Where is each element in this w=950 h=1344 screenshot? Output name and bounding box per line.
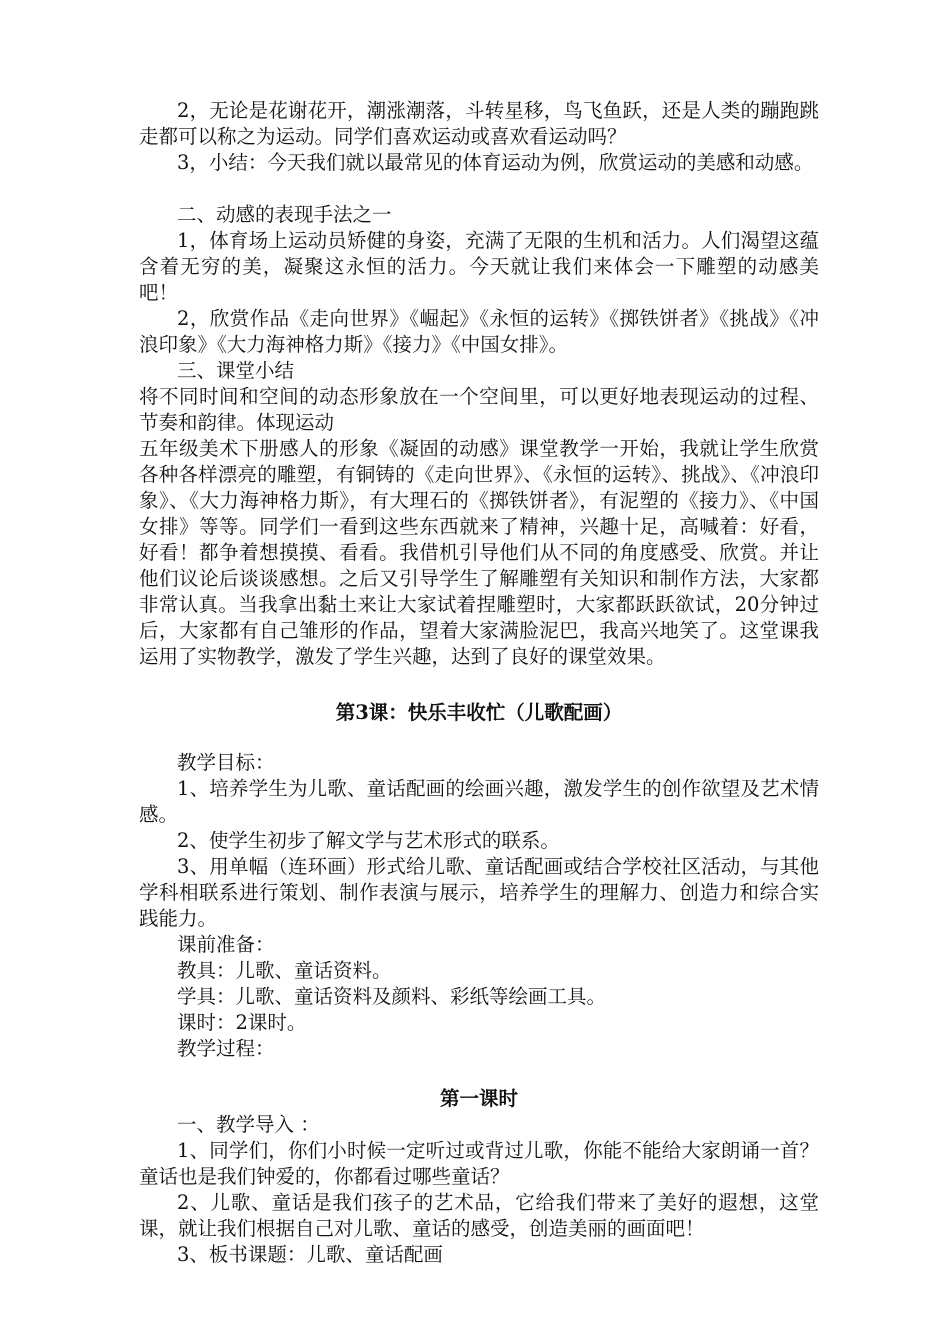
paragraph: 3，小结：今天我们就以最常见的体育运动为例，欣赏运动的美感和动感。: [177, 151, 814, 174]
paragraph: 2、儿歌、童话是我们孩子的艺术品，它给我们带来了美好的遐想，这堂课，就让我们根据自己对儿歌、童话的感受，创造美丽的画面吧！: [139, 1191, 819, 1240]
paragraph: 1、培养学生为儿歌、童话配画的绘画兴趣，激发学生的创作欲望及艺术情感。: [139, 777, 819, 826]
paragraph: 1、同学们，你们小时候一定听过或背过儿歌，你能不能给大家朗诵一首？童话也是我们钟爱的，你都看过哪些童话？: [139, 1139, 819, 1188]
paragraph: 教学目标：: [177, 751, 275, 774]
paragraph: 教具：儿歌、童话资料。: [177, 959, 392, 982]
section-heading: 三、课堂小结: [177, 359, 295, 382]
section-heading: 二、动感的表现手法之一: [177, 203, 392, 226]
paragraph: 课前准备：: [177, 933, 275, 956]
section-heading: 一、教学导入 ：: [177, 1113, 320, 1136]
paragraph: 3、板书课题：儿歌、童话配画: [177, 1243, 443, 1266]
lesson-subtitle: 第一课时: [439, 1087, 518, 1110]
paragraph: 将不同时间和空间的动态形象放在一个空间里，可以更好地表现运动的过程、节奏和韵律。体现运动: [139, 385, 819, 434]
paragraph: 2，无论是花谢花开，潮涨潮落，斗转星移，鸟飞鱼跃，还是人类的蹦跑跳走都可以称之为运动。同学们喜欢运动或喜欢看运动吗？: [139, 99, 819, 148]
paragraph: 1，体育场上运动员矫健的身姿，充满了无限的生机和活力。人们渴望这蕴含着无穷的美，凝聚这永恒的活力。今天就让我们来体会一下雕塑的动感美吧！: [139, 229, 819, 304]
lesson-title: 第3课：快乐丰收忙（儿歌配画）: [335, 701, 623, 724]
paragraph: 五年级美术下册感人的形象《凝固的动感》课堂教学一开始，我就让学生欣赏各种各样漂亮的雕塑，有铜铸的《走向世界》、《永恒的运转》、挑战》、《冲浪印象》、《大力海神格力斯》，有大理石的《掷铁饼者》，有泥塑的《接力》、《中国女排》等等。同学们一看到这些东西就来了精神，兴趣十足，高喊着：好看，好看！都争着想摸摸、看看。我借机引导他们从不同的角度感受、欣赏。并让他们议论后谈谈感想。之后又引导学生了解雕塑有关知识和制作方法，大家都非常认真。当我拿出黏土来让大家试着捏雕塑时，大家都跃跃欲试，20分钟过后，大家都有自己雏形的作品，望着大家满脸泥巴，我高兴地笑了。这堂课我运用了实物教学，激发了学生兴趣，达到了良好的课堂效果。: [139, 437, 819, 668]
paragraph: 课时：2课时。: [177, 1011, 307, 1034]
paragraph: 2、使学生初步了解文学与艺术形式的联系。: [177, 829, 560, 852]
paragraph: 2，欣赏作品《走向世界》《崛起》《永恒的运转》《掷铁饼者》《挑战》《冲浪印象》《大力海神格力斯》《接力》《中国女排》。: [139, 307, 819, 356]
paragraph: 3、用单幅（连环画）形式给儿歌、童话配画或结合学校社区活动，与其他学科相联系进行策划、制作表演与展示，培养学生的理解力、创造力和综合实践能力。: [139, 855, 819, 930]
paragraph: 学具：儿歌、童话资料及颜料、彩纸等绘画工具。: [177, 985, 607, 1008]
paragraph: 教学过程：: [177, 1037, 275, 1060]
